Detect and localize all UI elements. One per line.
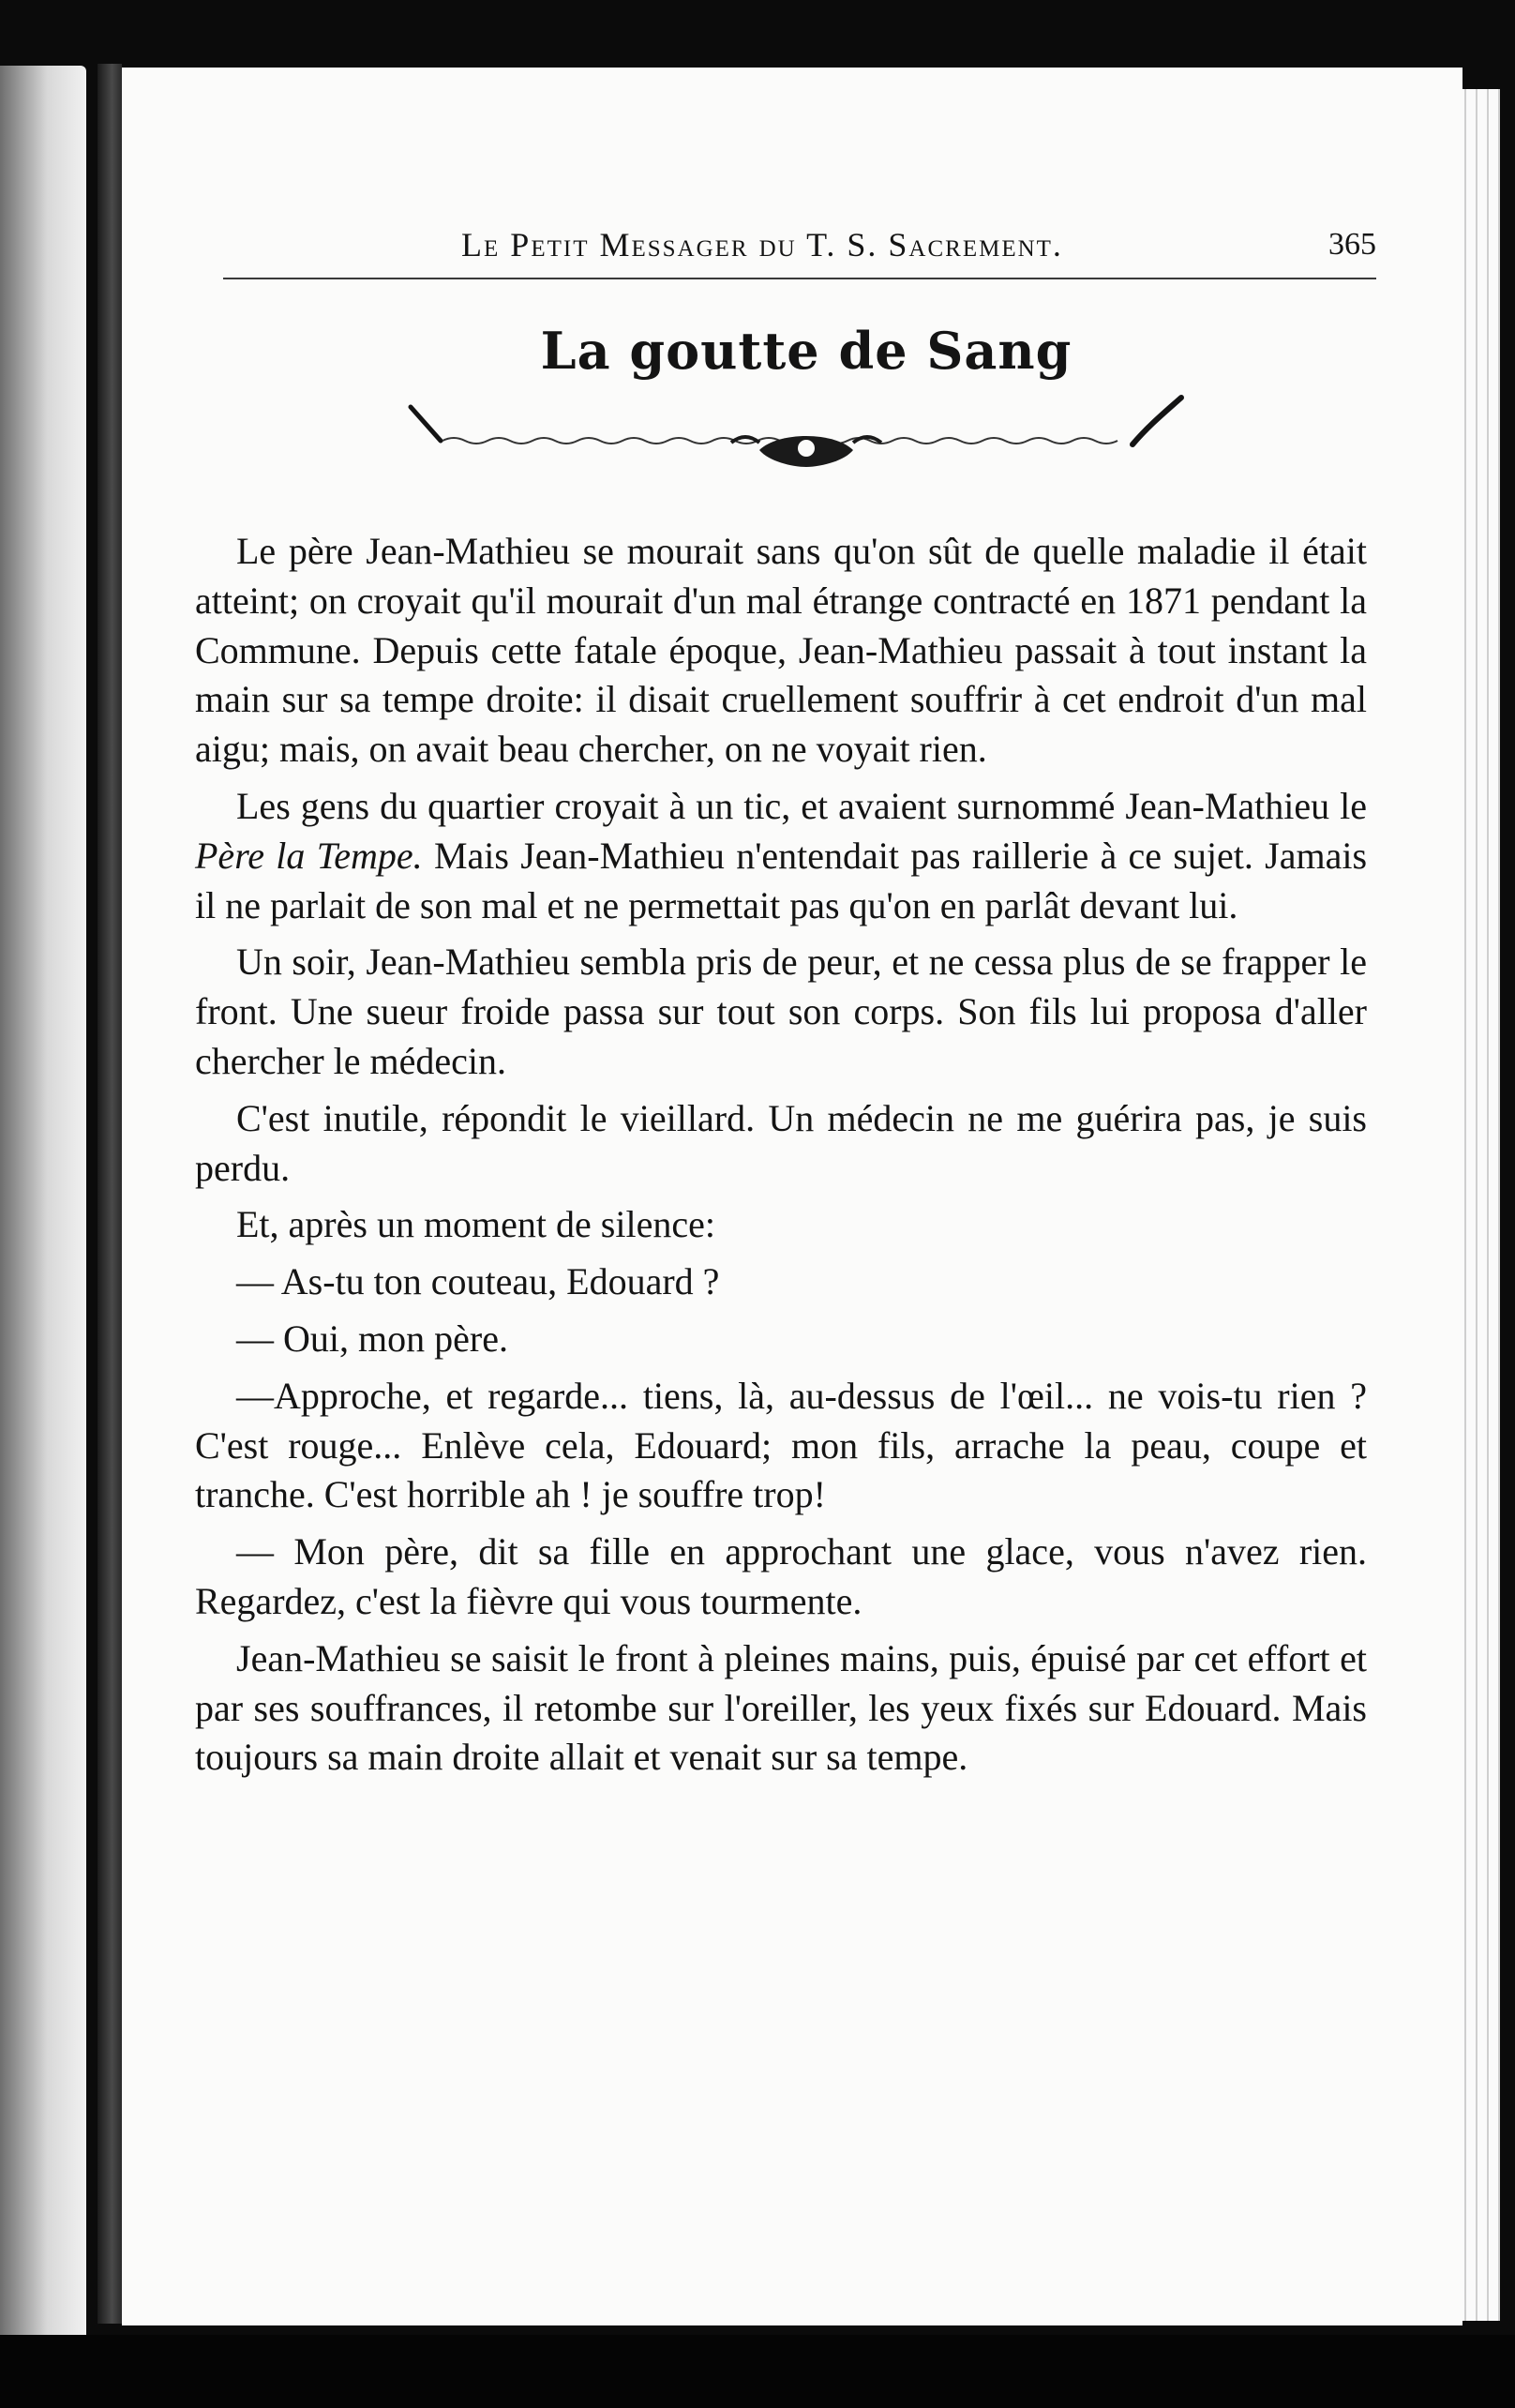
running-title: Le Petit Messager du T. S. Sacrement. bbox=[461, 226, 1063, 263]
paragraph: Jean-Mathieu se saisit le front à pleines mains, puis, épuisé par cet effort et par ses souffrances, il retombe sur l'oreiller, les yeux fixés sur Edouard. Mais toujours sa main droite allait et venait sur sa tempe. bbox=[195, 1636, 1367, 1779]
paragraph-text: Les gens du quartier croyait à un tic, et avaient surnommé Jean-Mathieu le bbox=[236, 784, 1367, 827]
running-head bbox=[223, 225, 1376, 279]
paragraph: C'est inutile, répondit le vieillard. Un médecin ne me guérira pas, je suis perdu. bbox=[195, 1096, 1367, 1189]
book-gutter bbox=[98, 64, 122, 2324]
dialogue-line: — Oui, mon père. bbox=[236, 1317, 508, 1360]
book-page bbox=[122, 68, 1462, 2325]
scan-border bbox=[0, 2335, 1515, 2408]
dialogue-line: — As-tu ton couteau, Edouard ? bbox=[236, 1260, 720, 1303]
nickname: Père la Tempe. bbox=[195, 834, 423, 877]
article-body bbox=[195, 527, 1367, 1790]
paragraph bbox=[195, 782, 1367, 930]
article-title-block bbox=[403, 321, 1209, 471]
article-title: La goutte de Sang bbox=[540, 321, 1072, 381]
facing-page-edge bbox=[0, 66, 86, 2344]
paragraph-text: Mais Jean-Mathieu n'entendait pas raillerie à ce sujet. Jamais il ne parlait de son mal et ne permettait pas qu'on en parlât devant lui. bbox=[195, 834, 1368, 926]
page-number: 365 bbox=[1328, 227, 1376, 262]
dialogue-line: — Mon père, dit sa fille en approchant une glace, vous n'avez rien. Regardez, c'est la fièvre qui vous tourmente. bbox=[195, 1530, 1367, 1622]
dialogue-line: —Approche, et regarde... tiens, là, au-dessus de l'œil... ne vois-tu rien ? C'est rouge... Enlève cela, Edouard; mon fils, arrache la peau, coupe et tranche. C'est horrible ah ! je souffre trop! bbox=[195, 1374, 1367, 1516]
paragraph: Un soir, Jean-Mathieu sembla pris de peur, et ne cessa plus de se frapper le front. Une sueur froide passa sur tout son corps. Son fils lui proposa d'aller chercher le médecin. bbox=[195, 941, 1367, 1082]
dialogue-line: Et, après un moment de silence: bbox=[236, 1203, 715, 1246]
paragraph: Le père Jean-Mathieu se mourait sans qu'on sût de quelle maladie il était atteint; on croyait qu'il mourait d'un mal étrange contracté en 1871 pendant la Commune. Depuis cette fatale époque, Jean-Mathieu passait à tout instant la main sur sa tempe droite: il disait cruellement souffrir à cet endroit d'un mal aigu; mais, on avait beau chercher, on ne voyait rien. bbox=[195, 530, 1367, 771]
